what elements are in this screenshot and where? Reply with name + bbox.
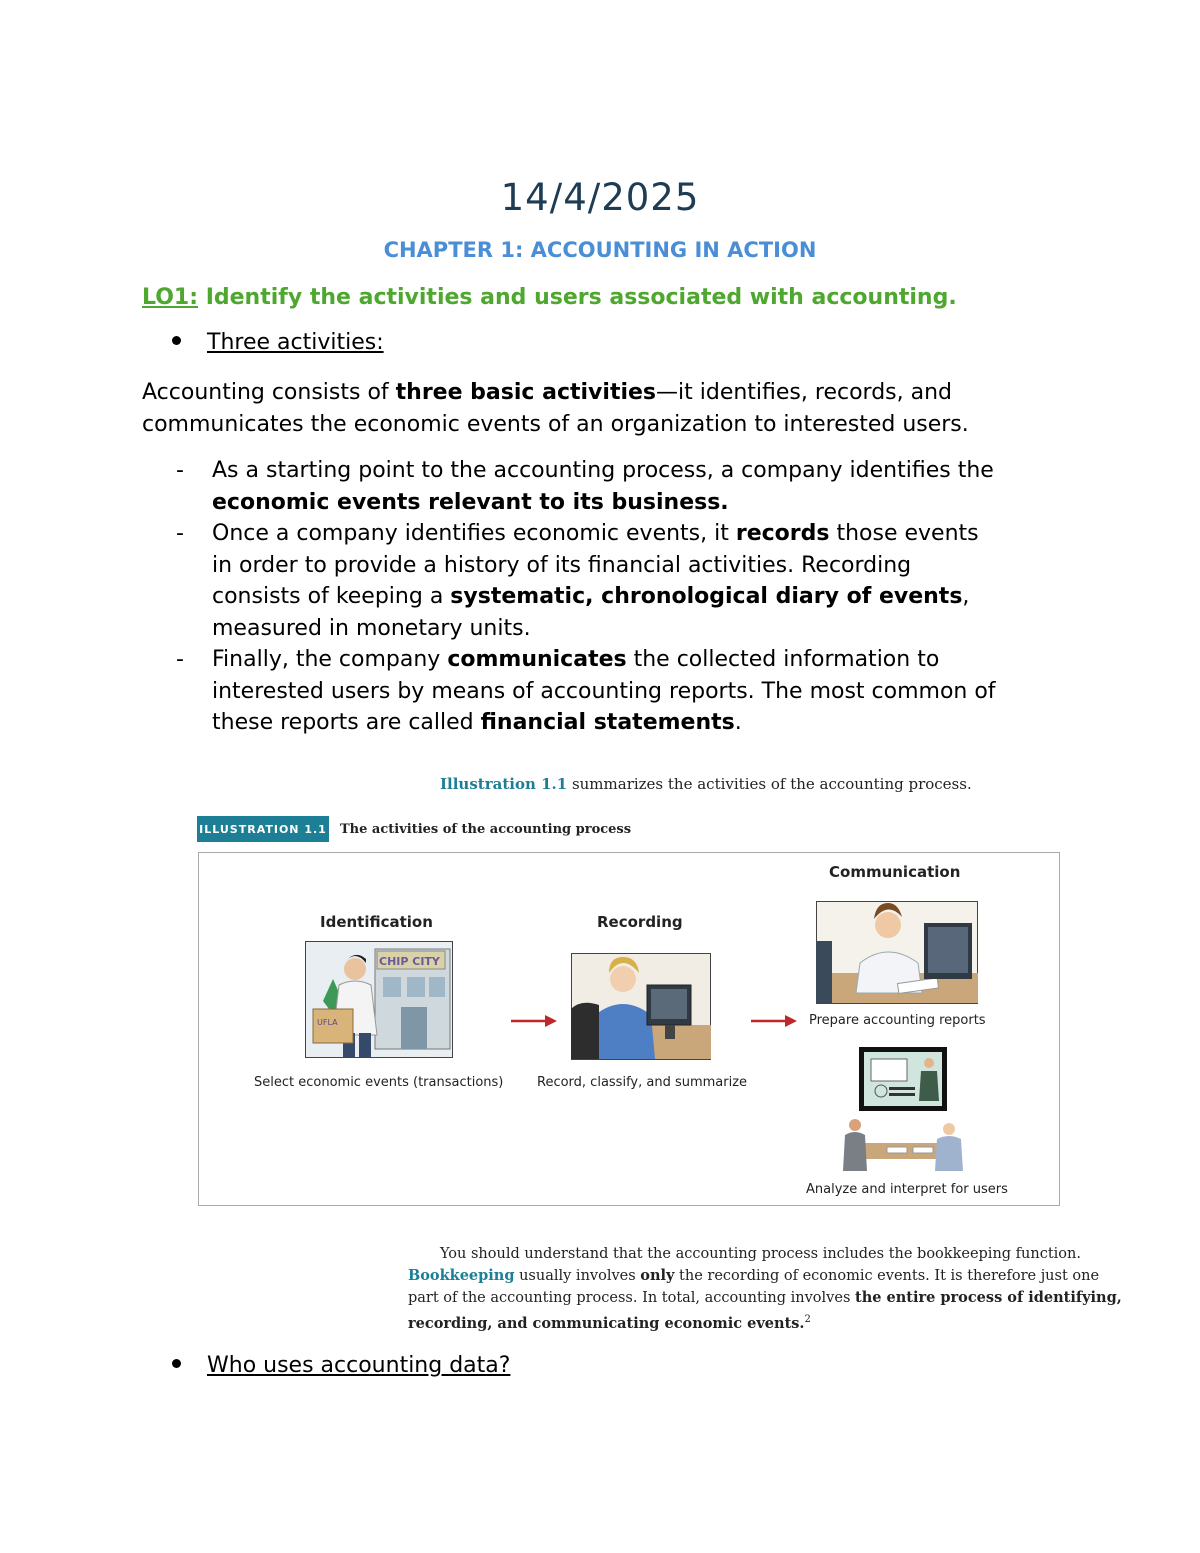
item-text: in order to provide a history of its financial activities. Recording [212,552,912,578]
illustration-tag: ILLUSTRATION 1.1 [197,816,329,842]
activities-list [176,455,1056,739]
item-bold: financial statements [480,710,735,735]
item-bold: communicates [447,647,627,672]
communication-image-top [816,901,980,1005]
intro-text: —it identifies, records, and [656,380,952,405]
bullet-label: Who uses accounting data? [207,1353,511,1378]
dash-marker: - [176,647,184,672]
item-text: interested users by means of accounting reports. The most common of [212,678,996,704]
item-text: the collected information to [626,647,940,672]
footnote-marker: 2 [804,1314,811,1325]
intro-text: communicates the economic events of an organization to interested users. [142,411,969,437]
arrow-right-icon [511,1014,557,1028]
bullet-who-uses [172,1353,510,1378]
chapter-heading: CHAPTER 1: ACCOUNTING IN ACTION [383,238,817,262]
excerpt-text: usually involves [514,1268,641,1284]
item-bold: records [735,521,830,546]
dash-marker: - [176,458,184,483]
item-bold: systematic, chronological diary of events [450,584,963,609]
excerpt-text: You should understand that the accounting process includes the bookkeeping function. [440,1246,1081,1262]
item-text: As a starting point to the accounting process, a company identifies the [212,458,994,483]
list-item [176,455,1056,518]
store-sign-text: CHIP CITY [379,955,440,968]
bullet-three-activities [172,330,384,355]
excerpt-bold: only [640,1267,675,1284]
communication-image-bottom [839,1047,973,1171]
item-text: , [962,584,970,609]
item-text: consists of keeping a [212,584,451,609]
illustration-ref-text: summarizes the activities of the accounting process. [567,775,972,793]
illustration-ref-link: Illustration 1.1 [440,775,568,793]
illustration-reference [440,775,972,793]
analyze-caption: Analyze and interpret for users [806,1182,1008,1197]
excerpt-term: Bookkeeping [408,1267,515,1284]
prepare-caption: Prepare accounting reports [809,1013,986,1028]
intro-paragraph [142,377,1042,440]
item-text: Once a company identifies economic events, it [212,521,736,546]
learning-objective [142,285,957,310]
excerpt-bold: recording, and communicating economic events. [408,1314,805,1332]
recording-caption: Record, classify, and summarize [537,1075,748,1090]
item-text: measured in monetary units. [212,615,531,641]
list-item [176,644,1056,739]
excerpt-bold: the entire process of identifying, [855,1289,1122,1306]
intro-bold: three basic activities [395,380,657,405]
identification-image [305,941,455,1059]
illustration-title: The activities of the accounting process [340,822,632,837]
box-label-text: UFLA [317,1018,338,1027]
illustration-figure [198,852,1060,1206]
objective-code: LO1: [142,285,199,310]
list-item [176,518,1056,644]
excerpt-text: the recording of economic events. It is therefore just one [674,1268,1100,1284]
item-text: those events [829,521,979,546]
dash-marker: - [176,521,184,546]
item-text: these reports are called [212,710,481,735]
excerpt-text: part of the accounting process. In total, accounting involves [408,1290,855,1306]
document-date: 14/4/2025 [500,176,700,219]
recording-image [571,953,713,1061]
bullet-label: Three activities: [207,330,384,355]
identification-heading: Identification [320,913,433,931]
bullet-dot-icon [172,336,181,345]
bullet-dot-icon [172,1359,181,1368]
recording-heading: Recording [597,913,683,931]
item-text: . [734,710,742,735]
communication-heading: Communication [829,863,961,881]
item-text: Finally, the company [212,647,448,672]
objective-text: Identify the activities and users associated with accounting. [198,285,957,310]
identification-caption: Select economic events (transactions) [254,1075,504,1090]
intro-text: Accounting consists of [142,380,396,405]
item-bold: economic events relevant to its business. [212,489,729,515]
arrow-right-icon [751,1014,797,1028]
textbook-excerpt [408,1244,1122,1335]
